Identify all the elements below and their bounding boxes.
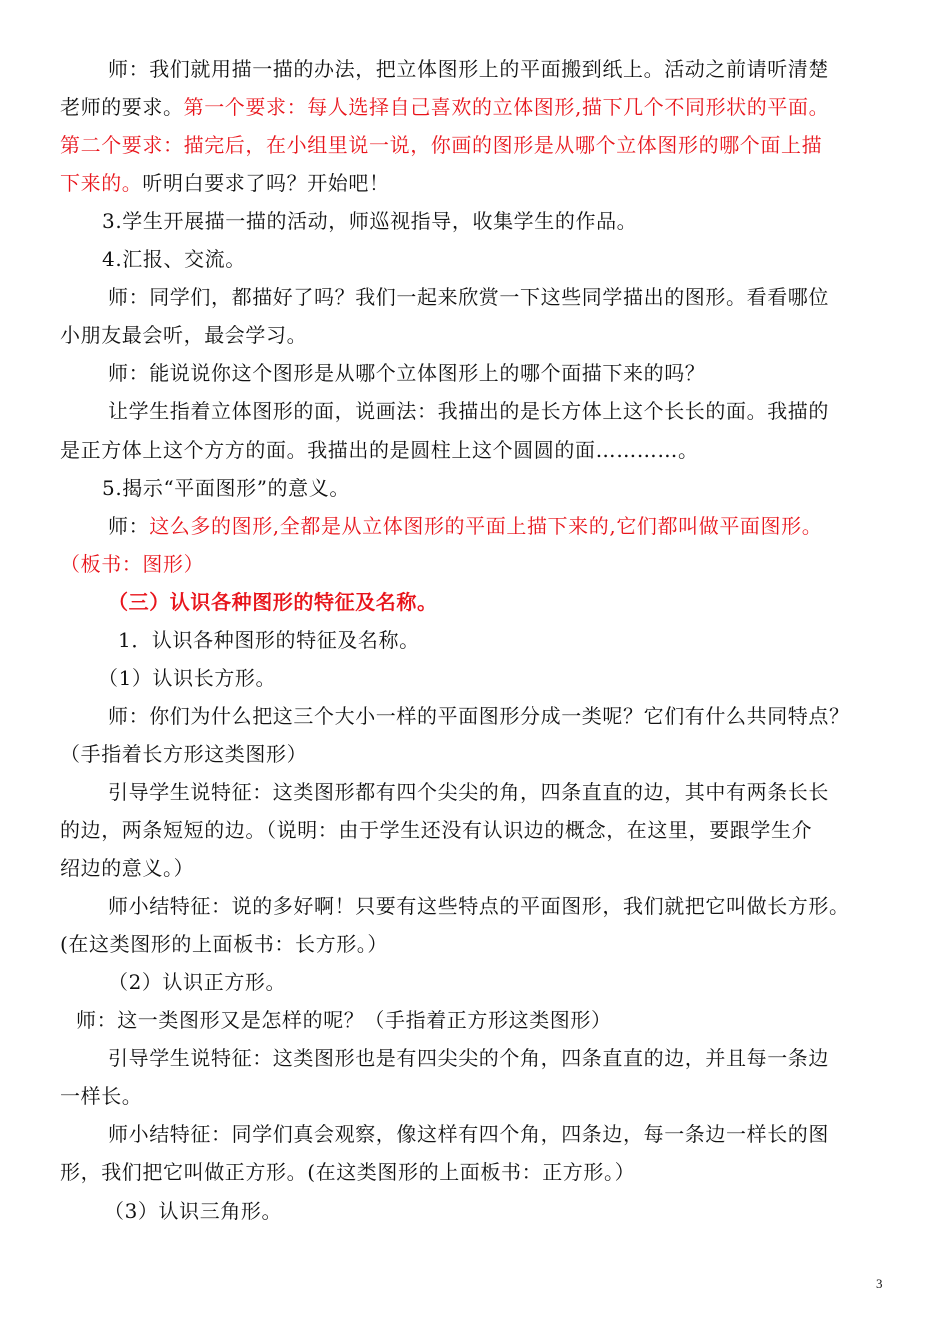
- text-line: [60, 659, 938, 697]
- text-segment: 绍边的意义。）: [60, 856, 195, 881]
- text-line: [60, 126, 900, 164]
- text-line: [60, 1001, 916, 1039]
- text-segment: 师小结特征：说的多好啊！只要有这些特点的平面图形，我们就把它叫做长方形。: [108, 894, 850, 919]
- text-segment: 小朋友最会听，最会学习。: [60, 323, 308, 348]
- text-line: [60, 963, 948, 1001]
- text-segment: 一样长。: [60, 1084, 143, 1109]
- text-line: [60, 545, 900, 583]
- text-line: [60, 1115, 948, 1153]
- text-line: [60, 773, 948, 811]
- highlighted-text: 第一个要求：每人选择自己喜欢的立体图形,描下几个不同形状的平面。: [183, 95, 830, 120]
- text-line: [60, 354, 948, 392]
- text-segment: （1）认识长方形。: [98, 665, 277, 690]
- text-line: [60, 811, 900, 849]
- text-segment: 引导学生说特征：这类图形都有四个尖尖的角，四条直直的边，其中有两条长长: [108, 779, 829, 804]
- text-segment: 听明白要求了吗？开始吧！: [142, 171, 390, 196]
- text-line: [60, 392, 948, 430]
- highlighted-text: （板书：图形）: [60, 551, 205, 576]
- text-line: [60, 240, 942, 278]
- text-line: [60, 849, 900, 887]
- text-line: [60, 1039, 948, 1077]
- highlighted-text: 这么多的图形,全都是从立体图形的平面上描下来的,它们都叫做平面图形。: [149, 513, 823, 538]
- text-segment: 让学生指着立体图形的面，说画法：我描出的是长方体上这个长长的面。我描的: [108, 399, 829, 424]
- text-segment: （2）认识正方形。: [108, 970, 287, 995]
- text-segment: 师小结特征：同学们真会观察，像这样有四个角，四条边，每一条边一样长的图: [108, 1122, 829, 1147]
- text-segment: 5.揭示“平面图形”的意义。: [102, 475, 350, 500]
- text-segment: 老师的要求。: [60, 95, 184, 120]
- text-line: [60, 202, 942, 240]
- text-line: [60, 164, 900, 202]
- text-line: [60, 469, 942, 507]
- text-segment: 师：同学们，都描好了吗？我们一起来欣赏一下这些同学描出的图形。看看哪位: [108, 285, 829, 310]
- text-segment: 是正方体上这个方方的面。我描出的是圆柱上这个圆圆的面…………。: [60, 437, 699, 462]
- text-segment: 4.汇报、交流。: [102, 247, 246, 272]
- text-line: [60, 278, 948, 316]
- text-line: [60, 583, 948, 621]
- text-segment: 师：能说说你这个图形是从哪个立体图形上的哪个面描下来的吗？: [108, 361, 706, 386]
- text-segment: （手指着长方形这类图形）: [60, 741, 308, 766]
- text-line: [60, 316, 900, 354]
- text-line: [60, 50, 948, 88]
- text-segment: 1．认识各种图形的特征及名称。: [118, 627, 420, 652]
- page-number: 3: [876, 1276, 884, 1291]
- highlighted-text: 下来的。: [60, 171, 143, 196]
- text-segment: 形，我们把它叫做正方形。(在这类图形的上面板书：正方形。）: [60, 1160, 636, 1185]
- text-line: [60, 431, 900, 469]
- text-segment: 的边，两条短短的边。（说明：由于学生还没有认识边的概念，在这里，要跟学生介: [60, 818, 813, 842]
- text-segment: (在这类图形的上面板书：长方形。）: [60, 932, 389, 957]
- text-segment: 3.学生开展描一描的活动，师巡视指导，收集学生的作品。: [102, 209, 638, 234]
- text-line: [60, 925, 900, 963]
- text-line: [60, 1077, 900, 1115]
- highlighted-text: 第二个要求：描完后，在小组里说一说，你画的图形是从哪个立体图形的哪个面上描: [60, 133, 823, 158]
- text-line: [60, 621, 950, 659]
- text-segment: 师：: [108, 513, 150, 538]
- text-segment: （3）认识三角形。: [104, 1198, 283, 1223]
- text-segment: 引导学生说特征：这类图形也是有四尖尖的个角，四条直直的边，并且每一条边: [108, 1046, 829, 1071]
- text-line: [60, 1153, 900, 1191]
- text-line: [60, 697, 948, 735]
- text-segment: 师：这一类图形又是怎样的呢？（手指着正方形这类图形）: [76, 1008, 612, 1033]
- text-segment: 师：你们为什么把这三个大小一样的平面图形分成一类呢？它们有什么共同特点？: [108, 703, 850, 728]
- highlighted-text: （三）认识各种图形的特征及名称。: [108, 589, 438, 614]
- text-line: [60, 735, 900, 773]
- text-line: [60, 887, 948, 925]
- text-segment: 师：我们就用描一描的办法，把立体图形上的平面搬到纸上。活动之前请听清楚: [108, 57, 829, 81]
- text-line: [60, 507, 948, 545]
- text-line: [60, 1192, 944, 1230]
- text-line: [60, 88, 900, 126]
